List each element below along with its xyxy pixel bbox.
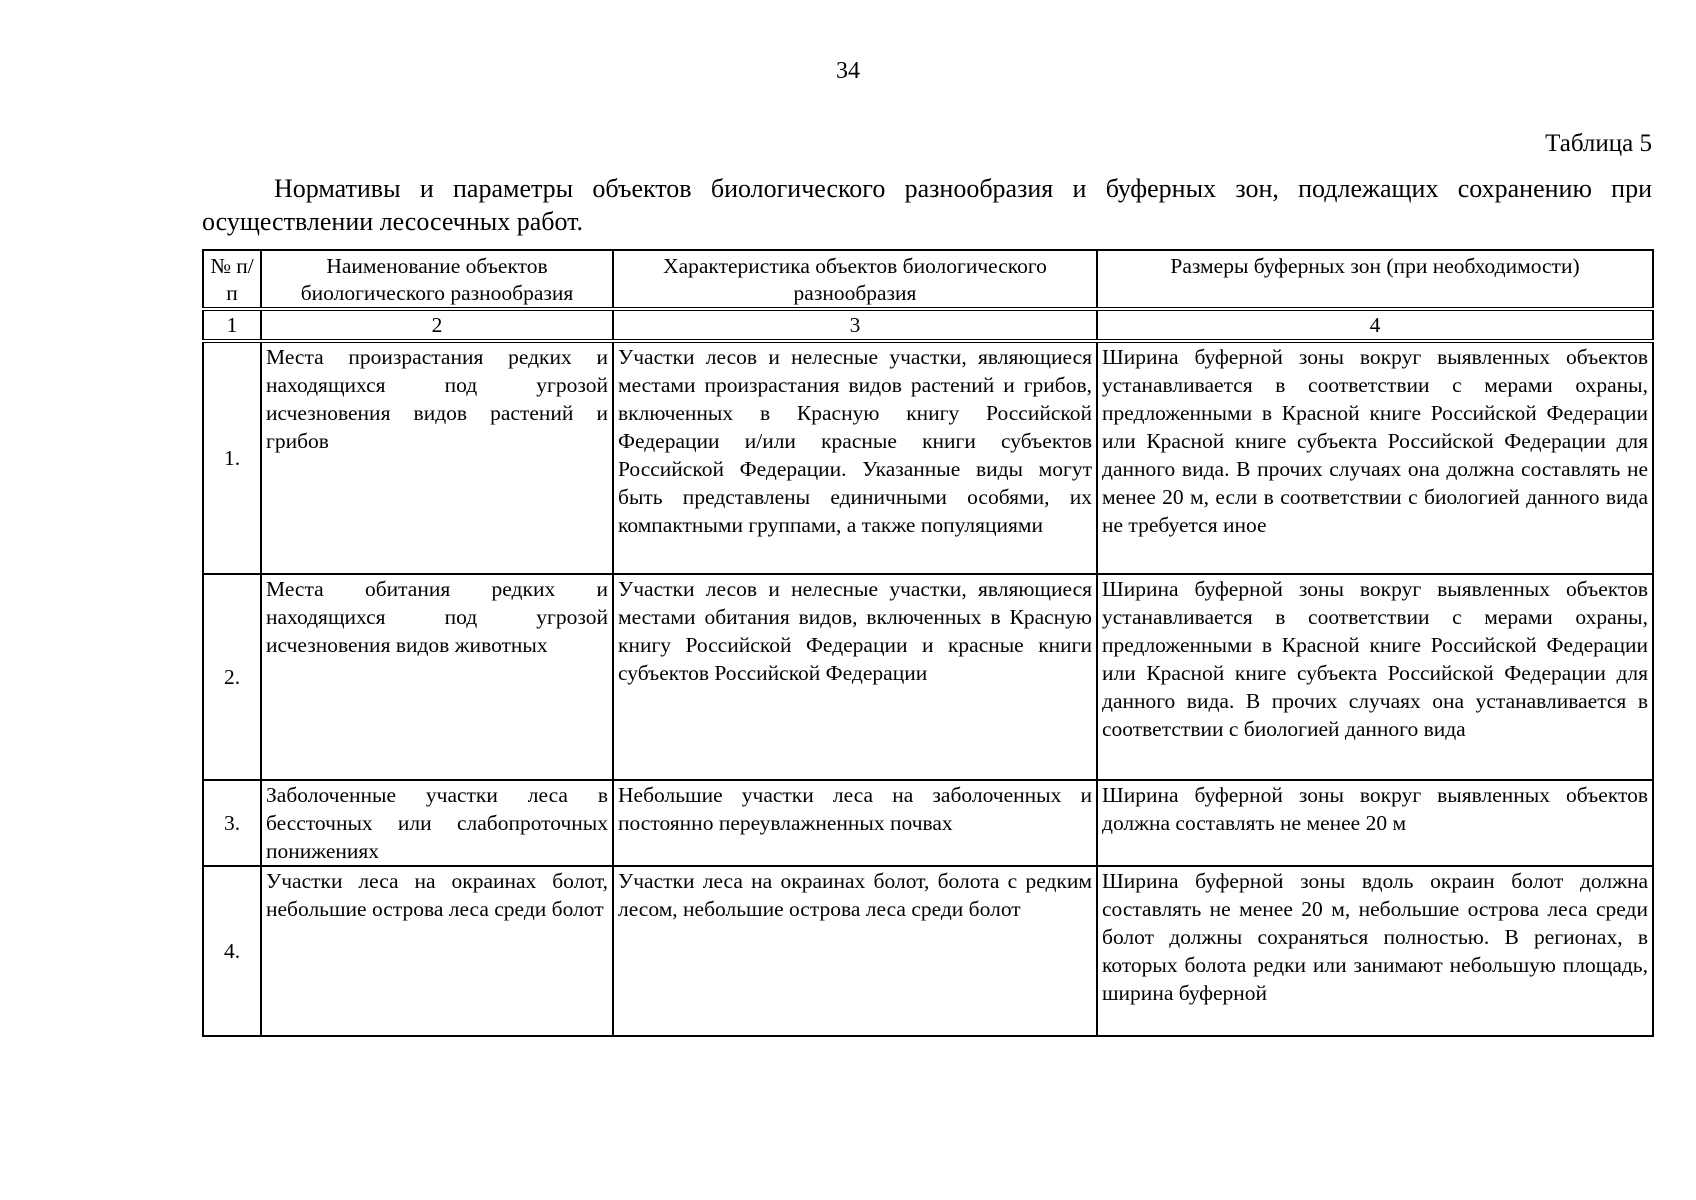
characteristic-cell: Участки лесов и нелесные участки, являющиеся местами произрастания видов растений и грибов, включенных в Красную книгу Российской Федерации и/или красные книги субъектов Российской Федерации. Указанные виды могут быть представлены единичными особями, их компактными группами, а также популяциями [613, 341, 1097, 574]
row-number: 4. [203, 866, 261, 1036]
object-name-cell: Участки леса на окраинах болот, небольшие острова леса среди болот [261, 866, 613, 1036]
row-number: 3. [203, 780, 261, 866]
column-number: 1 [203, 309, 261, 341]
object-name-cell: Заболоченные участки леса в бессточных или слабопроточных понижениях [261, 780, 613, 866]
buffer-size-cell: Ширина буферной зоны вокруг выявленных объектов устанавливается в соответствии с мерами охраны, предложенными в Красной книге Российской Федерации или Красной книге субъекта Российской Федерации для данного вида. В прочих случаях она должна составлять не менее 20 м, если в соответствии с биологией данного вида не требуется иное [1097, 341, 1653, 574]
column-number: 4 [1097, 309, 1653, 341]
header-number: № п/п [203, 250, 261, 309]
row-number: 2. [203, 574, 261, 780]
column-number: 3 [613, 309, 1097, 341]
header-buffer-size: Размеры буферных зон (при необходимости) [1097, 250, 1653, 309]
header-object-name: Наименование объектов биологического разнообразия [261, 250, 613, 309]
page-number: 34 [836, 58, 860, 84]
table-row [203, 866, 1653, 1036]
buffer-size-cell: Ширина буферной зоны вдоль окраин болот должна составлять не менее 20 м, небольшие острова леса среди болот должны сохраняться полностью. В регионах, в которых болота редки или занимают небольшую площадь, ширина буферной [1097, 866, 1653, 1036]
buffer-size-cell: Ширина буферной зоны вокруг выявленных объектов устанавливается в соответствии с мерами охраны, предложенными в Красной книге Российской Федерации или Красной книге субъекта Российской Федерации для данного вида. В прочих случаях она устанавливается в соответствии с биологией данного вида [1097, 574, 1653, 780]
row-number: 1. [203, 341, 261, 574]
table-row [203, 341, 1653, 574]
characteristic-cell: Небольшие участки леса на заболоченных и постоянно переувлажненных почвах [613, 780, 1097, 866]
object-name-cell: Места обитания редких и находящихся под угрозой исчезновения видов животных [261, 574, 613, 780]
header-row [203, 250, 1653, 309]
table-row [203, 574, 1653, 780]
document-title: Нормативы и параметры объектов биологического разнообразия и буферных зон, подлежащих сохранению при осуществлении лесосечных работ. [202, 174, 1652, 236]
characteristic-cell: Участки леса на окраинах болот, болота с редким лесом, небольшие острова леса среди болот [613, 866, 1097, 1036]
biodiversity-norms-table [202, 249, 1654, 1037]
characteristic-cell: Участки лесов и нелесные участки, являющиеся местами обитания видов, включенных в Красную книгу Российской Федерации и красные книги субъектов Российской Федерации [613, 574, 1097, 780]
header-characteristic: Характеристика объектов биологического разнообразия [613, 250, 1097, 309]
table-caption: Таблица 5 [1545, 130, 1652, 157]
column-number-row [203, 309, 1653, 341]
object-name-cell: Места произрастания редких и находящихся под угрозой исчезновения видов растений и грибов [261, 341, 613, 574]
column-number: 2 [261, 309, 613, 341]
table-row [203, 780, 1653, 866]
buffer-size-cell: Ширина буферной зоны вокруг выявленных объектов должна составлять не менее 20 м [1097, 780, 1653, 866]
